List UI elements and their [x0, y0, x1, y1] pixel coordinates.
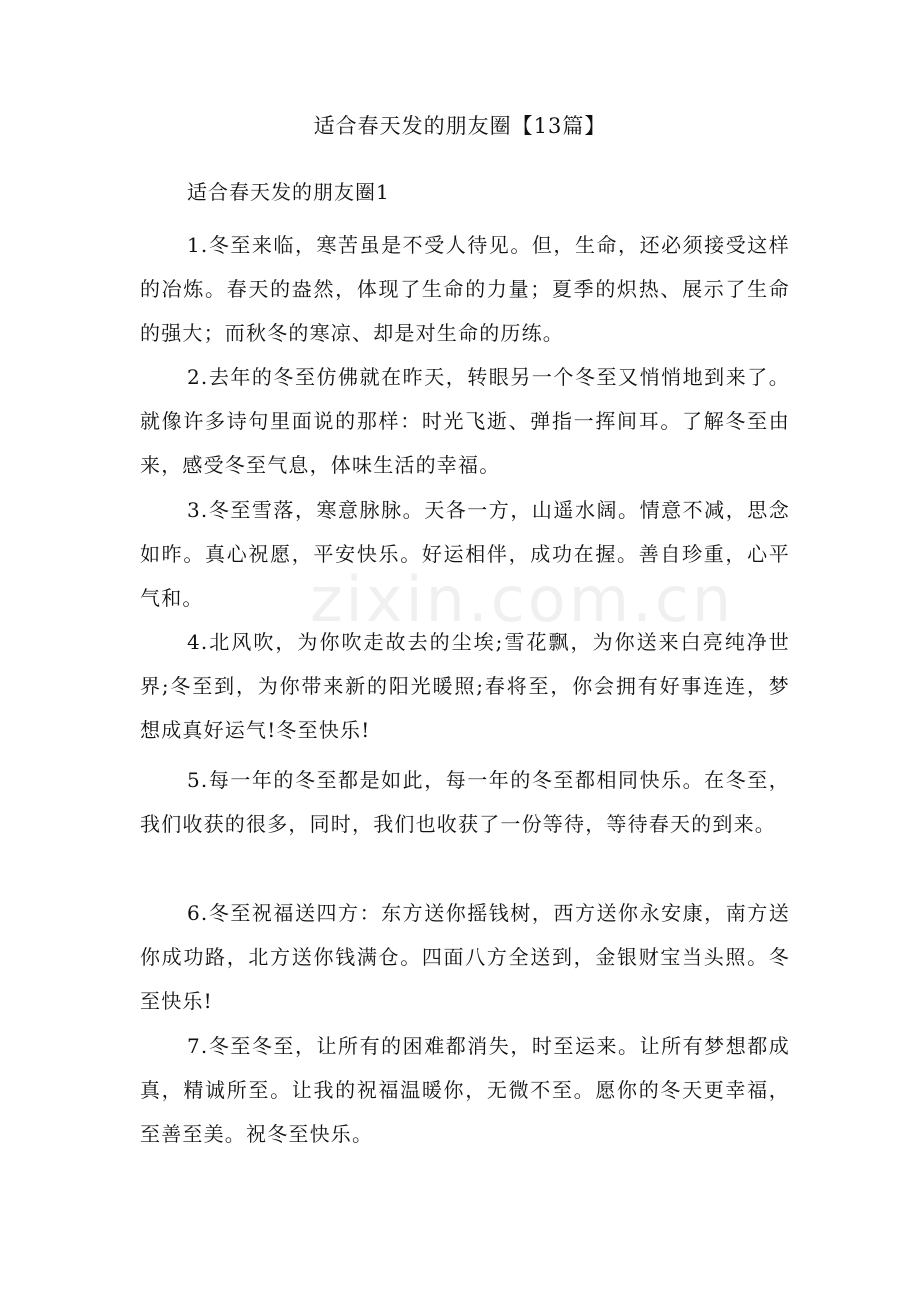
- paragraph-7: 7.冬至冬至，让所有的困难都消失，时至运来。让所有梦想都成真，精诚所至。让我的祝福温暖你，无微不至。愿你的冬天更幸福，至善至美。祝冬至快乐。: [140, 1034, 790, 1146]
- watermark: zixin.com.cn: [310, 563, 735, 636]
- paragraph-3: 3.冬至雪落，寒意脉脉。天各一方，山遥水阔。情意不减，思念如昨。真心祝愿，平安快乐。好运相伴，成功在握。善自珍重，心平气和。: [140, 498, 790, 610]
- paragraph-5: 5.每一年的冬至都是如此，每一年的冬至都相同快乐。在冬至，我们收获的很多，同时，我们也收获了一份等待，等待春天的到来。: [140, 768, 790, 836]
- paragraph-1: 1.冬至来临，寒苦虽是不受人待见。但，生命，还必须接受这样的冶炼。春天的盎然，体现了生命的力量；夏季的炽热、展示了生命的强大；而秋冬的寒凉、却是对生命的历练。: [140, 233, 790, 345]
- document-title: 适合春天发的朋友圈【13篇】: [313, 114, 607, 138]
- paragraph-2: 2.去年的冬至仿佛就在昨天，转眼另一个冬至又悄悄地到来了。就像许多诗句里面说的那样：时光飞逝、弹指一挥间耳。了解冬至由来，感受冬至气息，体味生活的幸福。: [140, 365, 790, 477]
- section-heading: 适合春天发的朋友圈1: [187, 180, 390, 204]
- paragraph-4: 4.北风吹，为你吹走故去的尘埃;雪花飘，为你送来白亮纯净世界;冬至到，为你带来新的阳光暖照;春将至，你会拥有好事连连，梦想成真好运气!冬至快乐!: [140, 630, 790, 742]
- paragraph-6: 6.冬至祝福送四方：东方送你摇钱树，西方送你永安康，南方送你成功路，北方送你钱满仓。四面八方全送到，金银财宝当头照。冬至快乐!: [140, 901, 790, 1013]
